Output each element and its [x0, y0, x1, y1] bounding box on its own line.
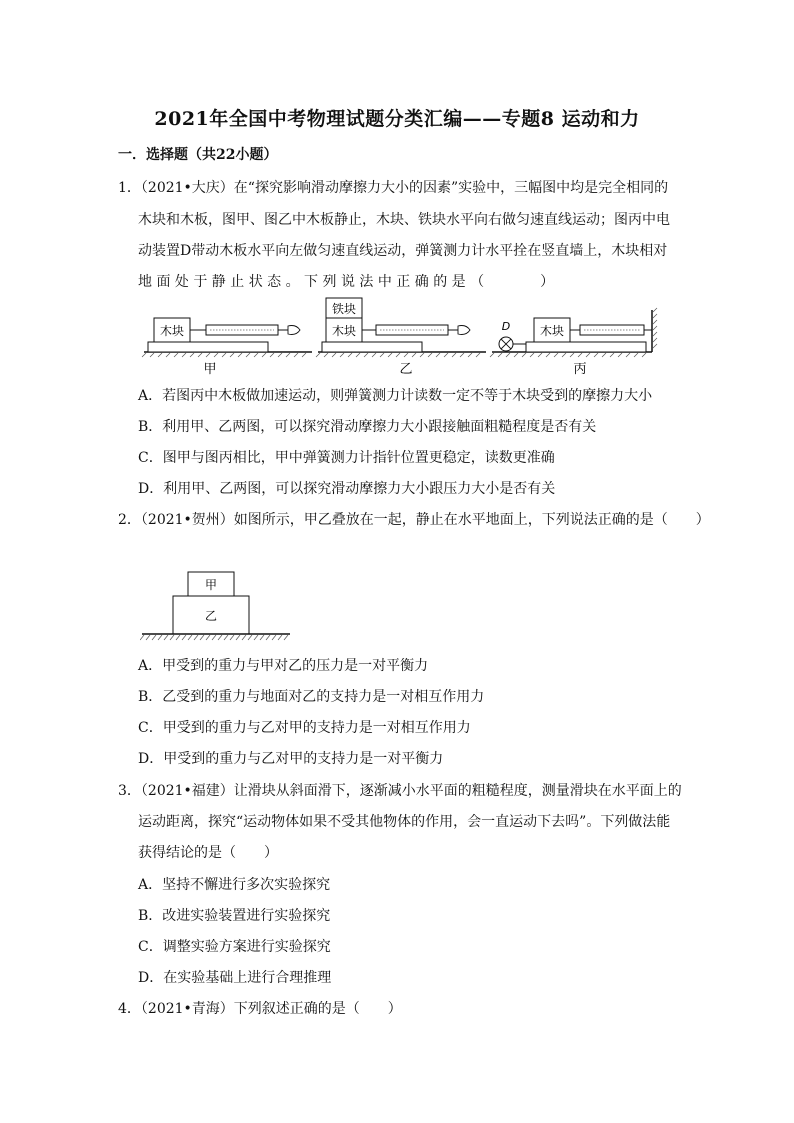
section-heading: 一．选择题（共22小题） — [118, 147, 278, 163]
question-1-figure — [140, 296, 680, 380]
block-label-a: 木块 — [159, 324, 185, 338]
page-title: 2021年全国中考物理试题分类汇编——专题8 运动和力 — [154, 108, 640, 130]
question-2-option-a: A．甲受到的重力与甲对乙的压力是一对平衡力 — [138, 658, 429, 674]
figure-a — [142, 318, 312, 377]
question-1-line-1: 1．（2021•大庆）在“探究影响滑动摩擦力大小的因素”实验中，三幅图中均是完全相同的 — [118, 180, 669, 196]
question-1-option-a: A．若图丙中木板做加速运动，则弹簧测力计读数一定不等于木块受到的摩擦力大小 — [138, 388, 653, 404]
question-2-figure — [140, 566, 294, 646]
block-bottom-label: 乙 — [204, 609, 218, 623]
question-3-line-3: 获得结论的是（ ） — [138, 845, 278, 861]
question-2-option-c: C．甲受到的重力与乙对甲的支持力是一对相互作用力 — [138, 720, 471, 736]
question-1-option-b: B．利用甲、乙两图，可以探究滑动摩擦力大小跟接触面粗糙程度是否有关 — [138, 419, 597, 435]
question-3-option-d: D．在实验基础上进行合理推理 — [138, 970, 332, 986]
question-3-option-a: A．坚持不懈进行多次实验探究 — [138, 877, 331, 893]
motor-label: D — [501, 320, 511, 333]
caption-b: 乙 — [399, 362, 413, 377]
question-3-option-c: C．调整实验方案进行实验探究 — [138, 939, 331, 955]
figure-c — [490, 308, 657, 377]
question-1-line-3: 动装置D带动木板水平向左做匀速直线运动，弹簧测力计水平拴在竖直墙上，木块相对 — [138, 243, 668, 259]
block-label-b: 木块 — [331, 324, 357, 338]
question-2-line-1: 2．（2021•贺州）如图所示，甲乙叠放在一起，静止在水平地面上，下列说法正确的是（ ） — [118, 512, 710, 528]
question-1-option-d: D．利用甲、乙两图，可以探究滑动摩擦力大小跟压力大小是否有关 — [138, 481, 556, 497]
question-3-line-2: 运动距离，探究“运动物体如果不受其他物体的作用，会一直运动下去吗”。下列做法能 — [138, 814, 671, 830]
hand-icon — [458, 326, 470, 335]
block-top-label: 甲 — [204, 578, 218, 592]
caption-c: 丙 — [573, 362, 587, 377]
question-3-option-b: B．改进实验装置进行实验探究 — [138, 908, 331, 924]
question-3-line-1: 3．（2021•福建）让滑块从斜面滑下，逐渐减小水平面的粗糙程度，测量滑块在水平面上的 — [118, 783, 682, 799]
question-1-option-c: C．图甲与图丙相比，甲中弹簧测力计指针位置更稳定，读数更准确 — [138, 450, 555, 466]
question-1-line-2: 木块和木板，图甲、图乙中木板静止，木块、铁块水平向右做匀速直线运动；图丙中电 — [138, 212, 670, 228]
caption-a: 甲 — [203, 362, 217, 377]
iron-block-label: 铁块 — [331, 302, 357, 316]
question-2-option-b: B．乙受到的重力与地面对乙的支持力是一对相互作用力 — [138, 689, 485, 705]
figure-b — [316, 298, 486, 377]
question-1-line-4: 地 面 处 于 静 止 状 态 。 下 列 说 法 中 正 确 的 是 （ ） — [138, 274, 555, 290]
question-2-option-d: D．甲受到的重力与乙对甲的支持力是一对平衡力 — [138, 751, 444, 767]
question-4-line-1: 4．（2021•青海）下列叙述正确的是（ ） — [118, 1001, 402, 1017]
hand-icon — [288, 326, 300, 335]
block-label-c: 木块 — [539, 324, 565, 338]
